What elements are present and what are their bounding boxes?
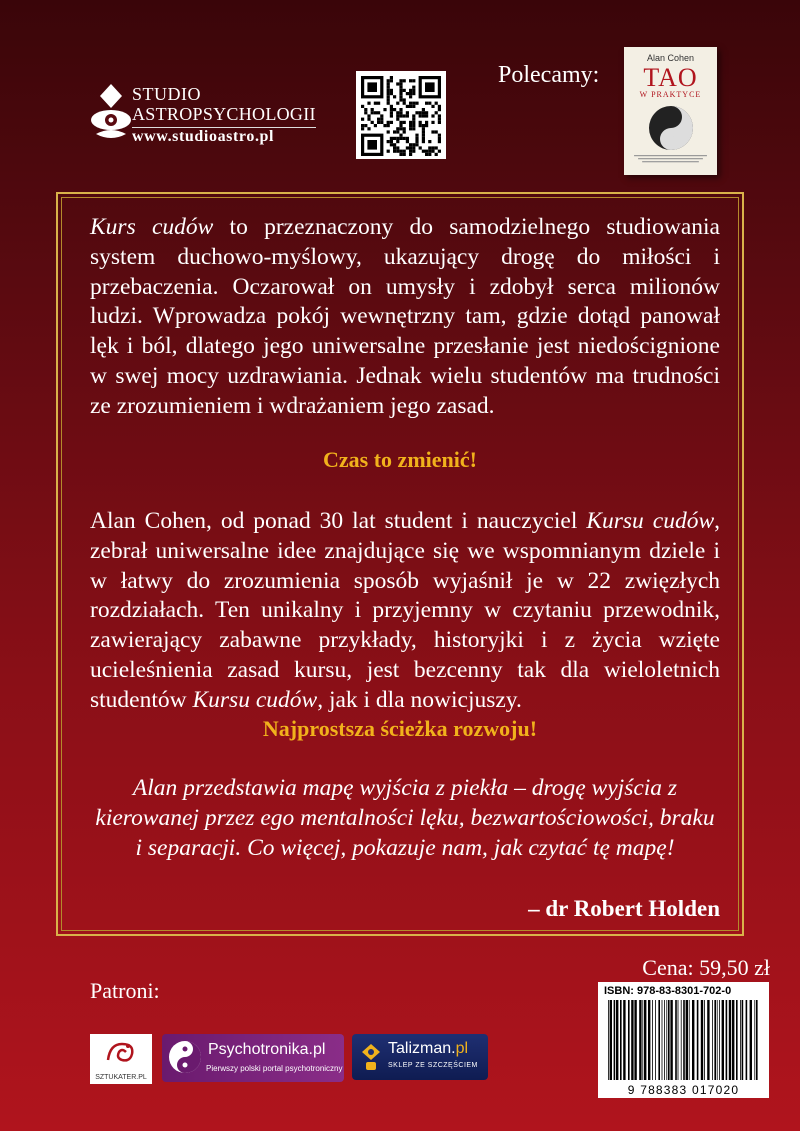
book-subtitle: W PRAKTYCE xyxy=(639,90,702,99)
price: Cena: 59,50 zł xyxy=(642,955,770,980)
patrons-label: Patroni: xyxy=(90,978,160,1003)
qr-code-icon xyxy=(356,71,446,159)
book-author: Alan Cohen xyxy=(646,53,695,63)
author-paragraph xyxy=(90,507,720,716)
publisher-url[interactable]: www.studioastro.pl xyxy=(132,128,275,145)
publisher-name-line2: ASTROPSYCHOLOGII xyxy=(132,104,316,128)
recommend-label: Polecamy: xyxy=(498,62,600,88)
intro-paragraph xyxy=(90,213,720,422)
isbn-number: ISBN: 978-83-8301-702-0 xyxy=(604,985,732,997)
talisman-icon xyxy=(358,1042,384,1072)
book-title: TAO xyxy=(643,63,698,92)
quote-attribution: – dr Robert Holden xyxy=(528,896,720,921)
author-text-a: Alan Cohen, od ponad 30 lat student i nauczyciel xyxy=(90,508,587,534)
talizman-name-a: Talizman. xyxy=(388,1040,456,1057)
sztukater-logo[interactable] xyxy=(90,1034,152,1084)
isbn-barcode xyxy=(598,982,769,1098)
talizman-tagline: SKLEP ZE SZCZĘŚCIEM xyxy=(388,1062,478,1069)
barcode-icon xyxy=(608,1000,760,1080)
author-text-c: , jak i dla nowicjuszy. xyxy=(317,686,522,713)
qr-code[interactable] xyxy=(356,71,446,159)
yin-yang-icon xyxy=(168,1040,202,1074)
course-title-italic: Kursu cudów xyxy=(192,686,318,713)
sztukater-name: SZTUKATER.PL xyxy=(95,1074,147,1081)
talizman-name-b: pl xyxy=(455,1040,469,1057)
book-blurb-lines xyxy=(630,154,711,164)
lotus-eye-icon xyxy=(88,82,134,144)
talizman-logo[interactable] xyxy=(352,1034,488,1080)
intro-text: to przeznaczony do samodzielnego studiowania system duchowo-myślowy, ukazujący drogę do miłości i przebaczenia. Oczarował on umysły i zdobył serca milionów ludzi. Wprowadza pokój wewnętrzny tam, gdzie dotąd panował lęk i ból, dlatego jego uniwersalne przesłanie jest niedoścignione w swej mocy uzdrawiania. Jednak wielu studentów ma trudności ze zrozumieniem i wdrażaniem jego zasad. xyxy=(90,214,720,419)
course-title-italic: Kurs cudów xyxy=(90,214,214,240)
yin-yang-icon xyxy=(648,105,694,151)
dragon-swirl-icon xyxy=(104,1038,138,1068)
author-text-b: , zebrał uniwersalne idee znajdujące się we wspomnianym dziele i w łatwy do zrozumienia sposób wyjaśnił je w 22 zwięzłych rozdziałach. Ten unikalny i przyjemny w czytaniu przewodnik, zawierający zabawne przykłady, historyjki i z życia wzięte ucieleśnienia zasad kursu, jest bezcenny tak dla wieloletnich studentów xyxy=(90,508,720,713)
heading-simplest-path: Najprostsza ścieżka rozwoju! xyxy=(262,716,538,741)
publisher-name-line1: STUDIO xyxy=(132,84,201,104)
heading-time-to-change: Czas to zmienić! xyxy=(323,447,477,472)
endorsement-quote: Alan przedstawia mapę wyjścia z piekła – drogę wyjścia z kierowanej przez ego mentalności lęku, bezwartościowości, braku i separacji. Co więcej, pokazuje nam, jak czytać tę mapę! xyxy=(95,775,715,861)
recommended-book-cover[interactable] xyxy=(624,47,717,175)
barcode-digits: 9 788383 017020 xyxy=(627,1083,740,1097)
course-title-italic: Kursu cudów xyxy=(586,508,715,534)
psychotronika-logo[interactable] xyxy=(162,1034,344,1082)
publisher-logo xyxy=(88,82,318,152)
psychotronika-tagline: Pierwszy polski portal psychotroniczny xyxy=(206,1064,343,1073)
talizman-name xyxy=(388,1040,468,1058)
psychotronika-name: Psychotronika.pl xyxy=(208,1041,326,1058)
